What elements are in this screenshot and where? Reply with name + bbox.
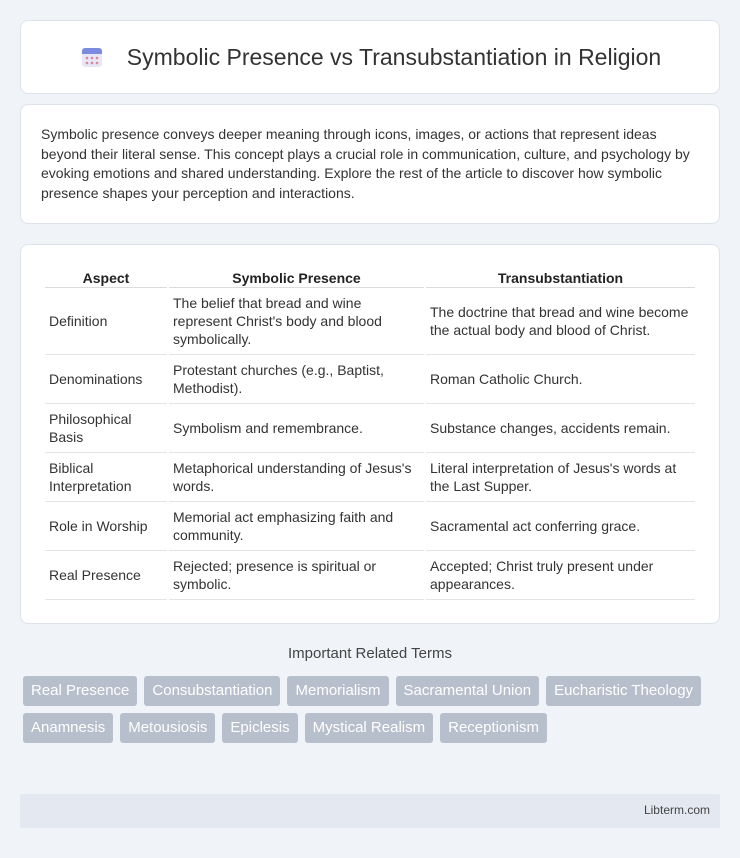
comparison-card: [20, 244, 720, 624]
page-title: Symbolic Presence vs Transubstantiation in Religion: [126, 43, 662, 70]
table-cell: Accepted; Christ truly present under appearances.: [426, 551, 695, 600]
column-header: Symbolic Presence: [169, 263, 424, 288]
related-term-tag[interactable]: Receptionism: [440, 713, 547, 743]
related-term-tag[interactable]: Epiclesis: [222, 713, 297, 743]
related-term-tag[interactable]: Metousiosis: [120, 713, 215, 743]
related-term-tag[interactable]: Sacramental Union: [396, 676, 540, 706]
table-cell: Role in Worship: [45, 502, 167, 551]
related-term-tag[interactable]: Real Presence: [23, 676, 137, 706]
table-cell: Philosophical Basis: [45, 404, 167, 453]
comparison-table: [43, 263, 697, 600]
table-cell: Real Presence: [45, 551, 167, 600]
table-cell: Rejected; presence is spiritual or symbolic.: [169, 551, 424, 600]
intro-text: Symbolic presence conveys deeper meaning through icons, images, or actions that represent ideas beyond their literal sense. This concept plays a crucial role in communication, culture, and psychology by evoking emotions and shared understanding. Explore the rest of the article to discover how symbolic presence shapes your perception and interactions.: [41, 126, 690, 201]
related-terms-heading: Important Related Terms: [288, 645, 452, 662]
header-card: [20, 20, 720, 94]
related-term-tag[interactable]: Memorialism: [287, 676, 388, 706]
table-row: [45, 355, 695, 404]
table-cell: Sacramental act conferring grace.: [426, 502, 695, 551]
column-header: Aspect: [45, 263, 167, 288]
related-terms-list: [23, 676, 723, 750]
table-row: [45, 288, 695, 355]
table-cell: Symbolism and remembrance.: [169, 404, 424, 453]
footer-site-link[interactable]: Libterm.com: [643, 803, 710, 817]
calendar-icon: [79, 44, 105, 70]
table-cell: Denominations: [45, 355, 167, 404]
table-cell: Roman Catholic Church.: [426, 355, 695, 404]
table-row: [45, 502, 695, 551]
related-term-tag[interactable]: Anamnesis: [23, 713, 113, 743]
table-cell: Biblical Interpretation: [45, 453, 167, 502]
table-row: [45, 404, 695, 453]
table-cell: The belief that bread and wine represent Christ's body and blood symbolically.: [169, 288, 424, 355]
related-term-tag[interactable]: Eucharistic Theology: [546, 676, 701, 706]
table-cell: Protestant churches (e.g., Baptist, Methodist).: [169, 355, 424, 404]
table-row: [45, 551, 695, 600]
table-cell: The doctrine that bread and wine become the actual body and blood of Christ.: [426, 288, 695, 355]
table-cell: Substance changes, accidents remain.: [426, 404, 695, 453]
table-cell: Metaphorical understanding of Jesus's words.: [169, 453, 424, 502]
related-term-tag[interactable]: Mystical Realism: [305, 713, 434, 743]
table-cell: Literal interpretation of Jesus's words at the Last Supper.: [426, 453, 695, 502]
column-header: Transubstantiation: [426, 263, 695, 288]
table-header-row: [45, 263, 695, 288]
table-cell: Definition: [45, 288, 167, 355]
related-term-tag[interactable]: Consubstantiation: [144, 676, 280, 706]
table-cell: Memorial act emphasizing faith and community.: [169, 502, 424, 551]
footer: [20, 794, 720, 828]
intro-card: [20, 104, 720, 224]
table-row: [45, 453, 695, 502]
